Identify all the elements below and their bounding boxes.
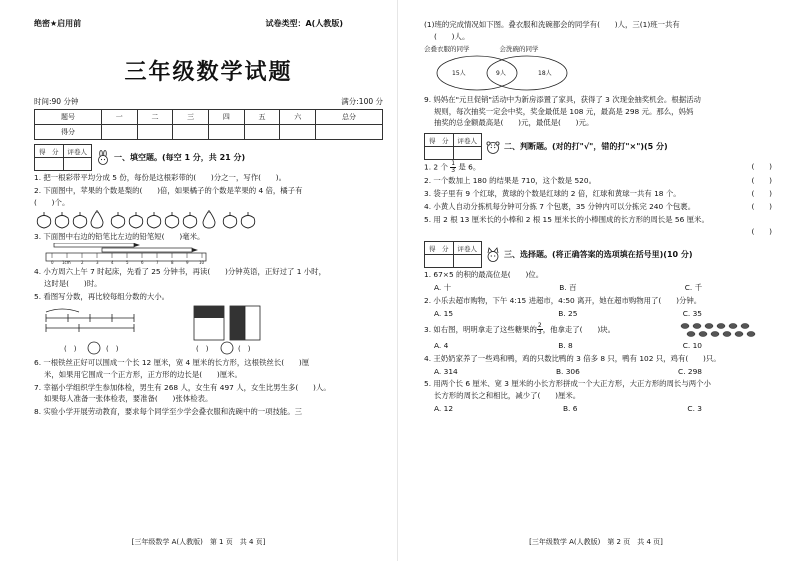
choice-question-5-line-1: 5. 用两个长 6 厘米、宽 3 厘米的小长方形拼成一个大正方形，大正方形的周长与两个小 bbox=[424, 379, 711, 389]
option[interactable]: C. 千 bbox=[684, 283, 702, 293]
judge-item-4 bbox=[424, 201, 772, 213]
grader-name-label: 评卷人 bbox=[63, 145, 92, 158]
question-6 bbox=[34, 357, 383, 381]
fraction-numerator: 1 bbox=[451, 160, 456, 168]
ruler-label: 7 bbox=[156, 260, 159, 266]
score-cell[interactable] bbox=[280, 125, 316, 140]
judge-item-text: 2. 一个数加上 180 的结果是 710，这个数是 520。 bbox=[424, 176, 596, 186]
ruler-label: 5 bbox=[126, 260, 129, 266]
choice-question-3-text-post: ，他拿走了( )块。 bbox=[542, 324, 615, 334]
judge-item-text: 4. 小黄人自动分拣机每分钟可分拣 7 个包裹，35 分钟内可以分拣完 240 个包裹。 bbox=[424, 201, 696, 211]
ruler-label: 6 bbox=[141, 260, 144, 266]
question-6-line-1: 6. 一根铁丝正好可以围成一个长 12 厘米，宽 4 厘米的长方形，这根铁丝长( )厘 bbox=[34, 357, 310, 367]
section-1-title: 一、填空题。(每空 1 分，共 21 分) bbox=[114, 153, 246, 162]
score-table bbox=[34, 109, 383, 140]
score-header-cell: 二 bbox=[137, 110, 173, 125]
question-6-line-2: 米，如果用它围成一个正方形，正方形的边长是( )厘米。 bbox=[44, 369, 242, 379]
score-cell[interactable] bbox=[101, 125, 137, 140]
ruler-label: 1cm bbox=[62, 260, 71, 266]
question-2 bbox=[34, 185, 383, 209]
grader-name-label: 评卷人 bbox=[453, 134, 482, 147]
option[interactable]: C. 298 bbox=[678, 366, 702, 376]
ruler-with-pencils-icon bbox=[44, 243, 214, 265]
fraction bbox=[450, 161, 456, 174]
grader-score-label: 得 分 bbox=[425, 134, 454, 147]
grader-name-cell[interactable] bbox=[453, 147, 482, 160]
venn-middle-value: 9人 bbox=[496, 69, 506, 77]
venn-label-left: 会叠衣服的同学 bbox=[424, 44, 470, 53]
score-header-cell: 四 bbox=[208, 110, 244, 125]
option[interactable]: B. 306 bbox=[555, 366, 580, 376]
choice-question-5 bbox=[424, 378, 772, 402]
option[interactable]: B. 25 bbox=[558, 308, 578, 318]
choice-question-1: 1. 67×5 的积的最高位是( )位。 bbox=[424, 270, 544, 280]
score-header-cell: 六 bbox=[280, 110, 316, 125]
grader-score-cell[interactable] bbox=[35, 158, 64, 171]
question-9-line-3: 抽奖的总金额最高是( )元，最低是( )元。 bbox=[434, 118, 594, 128]
section-2-title: 二、判断题。(对的打"√"，错的打"×")(5 分) bbox=[504, 142, 668, 152]
judge-item-2 bbox=[424, 175, 772, 187]
score-cell[interactable] bbox=[316, 125, 383, 140]
question-4-line-1: 4. 小方周六上午 7 时起床，先看了 25 分钟书，再读( )分钟英语，正好过了 1 小时， bbox=[34, 267, 326, 277]
svg-text:( ): ( ) bbox=[106, 344, 119, 353]
choice-question-3-text: 3. 如右图，明明拿走了这些糖果的 bbox=[424, 324, 537, 334]
choice-options-3 bbox=[424, 340, 772, 352]
fraction-denominator: 3 bbox=[451, 167, 456, 175]
score-header-cell: 总分 bbox=[316, 110, 383, 125]
score-cell[interactable] bbox=[244, 125, 280, 140]
page-2-footer: [三年级数学 A(人教版) 第 2 页 共 4 页] bbox=[529, 538, 663, 546]
question-8-line-2: ( )人。 bbox=[434, 31, 470, 41]
score-table-score-row bbox=[35, 125, 383, 140]
ruler-label: 4 bbox=[111, 260, 114, 266]
option[interactable]: C. 3 bbox=[687, 404, 702, 414]
question-2-line-2: ( )个。 bbox=[34, 197, 70, 207]
option[interactable]: B. 6 bbox=[562, 404, 578, 414]
question-5: 5. 看图写分数，再比较每组分数的大小。 bbox=[34, 292, 170, 302]
judge-item-1 bbox=[424, 161, 772, 174]
answer-bracket[interactable]: ( ) bbox=[751, 162, 772, 172]
question-1: 1. 把一根彩带平均分成 5 份，每份是这根彩带的( )分之一，写作( )。 bbox=[34, 173, 287, 182]
option[interactable]: B. 8 bbox=[558, 340, 573, 350]
score-header-cell: 题号 bbox=[35, 110, 102, 125]
svg-text:( ): ( ) bbox=[196, 344, 209, 353]
judge-item-text-part: 1. 2 个 bbox=[424, 162, 448, 172]
exam-meta bbox=[34, 96, 383, 107]
choice-question-5-line-2: 长方形的周长之和相比，减少了( )厘米。 bbox=[434, 391, 581, 401]
venn-label-right: 会洗碗的同学 bbox=[499, 44, 539, 53]
time-label: 时间:90 分钟 bbox=[34, 97, 79, 106]
grader-score-label: 得 分 bbox=[425, 242, 454, 255]
question-7-line-1: 7. 幸福小学组织学生参加体检，男生有 268 人，女生有 497 人，女生比男生多( )人。 bbox=[34, 382, 331, 392]
grader-score-label: 得 分 bbox=[35, 145, 64, 158]
answer-bracket[interactable]: ( ) bbox=[751, 176, 772, 186]
score-cell[interactable] bbox=[208, 125, 244, 140]
page-1-footer: [三年级数学 A(人教版) 第 1 页 共 4 页] bbox=[131, 538, 266, 546]
choice-question-4: 4. 王奶奶家养了一些鸡和鸭，鸡的只数比鸭的 3 倍多 8 只，鸭有 102 只，鸡有( )只。 bbox=[424, 353, 721, 363]
venn-labels bbox=[424, 44, 772, 53]
section-3-title: 三、选择题。(将正确答案的选项填在括号里)(10 分) bbox=[504, 250, 693, 260]
ruler-label: 3 bbox=[96, 260, 99, 266]
option[interactable]: C. 35 bbox=[682, 308, 702, 318]
apples-and-pears-icon bbox=[34, 210, 264, 230]
exam-type-label: 试卷类型：A(人教版) bbox=[265, 19, 343, 28]
choice-question-3 bbox=[424, 321, 772, 339]
answer-bracket[interactable]: ( ) bbox=[751, 201, 772, 211]
option[interactable]: B. 百 bbox=[559, 283, 577, 293]
candies-icon bbox=[677, 321, 772, 339]
page-title: 三年级数学试题 bbox=[124, 59, 293, 85]
venn-right-value: 18人 bbox=[538, 69, 552, 77]
grader-score-cell[interactable] bbox=[425, 147, 454, 160]
grader-score-cell[interactable] bbox=[425, 255, 454, 268]
secret-label: 绝密★启用前 bbox=[34, 19, 82, 28]
answer-bracket[interactable]: ( ) bbox=[751, 226, 772, 236]
judge-item-3 bbox=[424, 188, 772, 200]
exam-page-2 bbox=[397, 0, 794, 561]
choice-options-5 bbox=[424, 403, 772, 415]
option[interactable]: A. 十 bbox=[434, 283, 452, 293]
ruler-label: 2 bbox=[81, 260, 84, 266]
fraction-figures bbox=[34, 304, 374, 356]
judge-item-text: 3. 袋子里有 9 个红球，黄球的个数是红球的 2 倍，红球和黄球一共有 18 个。 bbox=[424, 189, 681, 199]
question-8-part-2 bbox=[424, 19, 772, 43]
grader-box bbox=[424, 133, 482, 160]
choice-options-1 bbox=[424, 282, 772, 294]
question-3: 3. 下面图中右边的铅笔比左边的铅笔短( )毫米。 bbox=[34, 231, 205, 241]
grader-name-label: 评卷人 bbox=[453, 242, 482, 255]
judge-item-5 bbox=[424, 214, 772, 238]
question-9-line-1: 9. 妈妈在"元旦促销"活动中为新房添置了家具，获得了 3 次现金抽奖机会。根据活动 bbox=[424, 94, 701, 104]
question-8-part-1: 8. 实验小学开展劳动教育，要求每个同学至少学会叠衣服和洗碗中的一项技能。三 bbox=[34, 407, 303, 417]
fraction-numerator: 2 bbox=[537, 322, 542, 330]
ruler-label: 10 bbox=[199, 260, 205, 266]
answer-bracket[interactable]: ( ) bbox=[751, 189, 772, 199]
grader-box bbox=[424, 241, 482, 268]
tiger-mascot-icon bbox=[485, 139, 501, 155]
grader-box bbox=[34, 144, 92, 171]
header-line bbox=[34, 18, 383, 29]
option[interactable]: C. 10 bbox=[682, 340, 702, 350]
ruler-label: 0 bbox=[51, 260, 54, 266]
judge-item-text-part: 是 6。 bbox=[458, 162, 481, 172]
full-score-label: 满分:100 分 bbox=[341, 97, 383, 106]
question-7-line-2: 如果每人准备一张体检表，要准备( )张体检表。 bbox=[44, 394, 213, 404]
question-2-line-1: 2. 下面图中，苹果的个数是梨的( )倍，如果橘子的个数是苹果的 4 倍，橘子有 bbox=[34, 185, 303, 195]
svg-text:( ): ( ) bbox=[64, 344, 77, 353]
option[interactable]: A. 314 bbox=[434, 366, 458, 376]
grader-name-cell[interactable] bbox=[453, 255, 482, 268]
rabbit-mascot-icon bbox=[95, 150, 111, 166]
option[interactable]: A. 12 bbox=[434, 404, 454, 414]
section-1-header bbox=[34, 144, 383, 171]
question-4-line-2: 这时是( )时。 bbox=[44, 279, 102, 289]
grader-name-cell[interactable] bbox=[63, 158, 92, 171]
score-header-cell: 五 bbox=[244, 110, 280, 125]
venn-diagram bbox=[432, 53, 572, 93]
question-8-line-1: (1)班的完成情况如下图。叠衣服和洗碗都会的同学有( )人，三(1)班一共有 bbox=[424, 20, 680, 29]
question-4 bbox=[34, 266, 383, 290]
score-cell[interactable] bbox=[137, 125, 173, 140]
venn-left-value: 15人 bbox=[452, 69, 466, 77]
question-9-line-2: 规则，每次抽奖一定会中奖，奖金最低是 108 元，最高是 298 元。那么，妈妈 bbox=[434, 106, 694, 116]
score-header-cell: 一 bbox=[101, 110, 137, 125]
cat-mascot-icon bbox=[485, 247, 501, 263]
ruler-label: 8 bbox=[171, 260, 174, 266]
question-7 bbox=[34, 382, 383, 406]
choice-question-2: 2. 小乐去超市购物，下午 4:15 进超市，4:50 离开，她在超市购物用了( )分钟。 bbox=[424, 296, 702, 306]
fraction-denominator: 3 bbox=[537, 329, 542, 337]
judge-item-text bbox=[424, 161, 480, 174]
choice-options-2 bbox=[424, 308, 772, 320]
choice-options-4 bbox=[424, 366, 772, 378]
option[interactable]: A. 15 bbox=[434, 308, 454, 318]
score-row-label: 得分 bbox=[35, 125, 102, 140]
score-cell[interactable] bbox=[173, 125, 209, 140]
section-2-header bbox=[424, 133, 772, 160]
svg-text:( ): ( ) bbox=[238, 344, 251, 353]
section-3-header bbox=[424, 241, 772, 268]
judge-item-text: 5. 用 2 根 13 厘米长的小棒和 2 根 15 厘米长的小棒围成的长方形的周长是 56 厘米。 bbox=[424, 214, 709, 224]
question-9 bbox=[424, 94, 772, 130]
fruit-illustration bbox=[34, 210, 383, 230]
score-table-header-row bbox=[35, 110, 383, 125]
score-header-cell: 三 bbox=[173, 110, 209, 125]
ruler-label: 9 bbox=[186, 260, 189, 266]
option[interactable]: A. 4 bbox=[434, 340, 449, 350]
